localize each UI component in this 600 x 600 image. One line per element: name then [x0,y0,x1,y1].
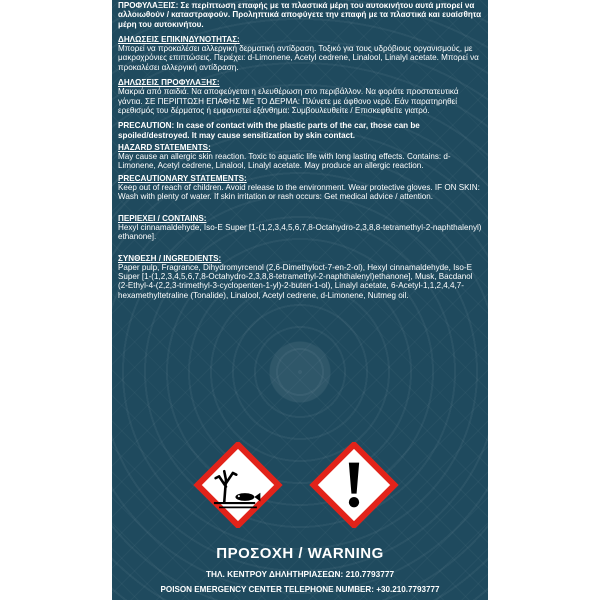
contains-text: Hexyl cinnamaldehyde, Iso-E Super [1-(1,2,3,4,5,6,7,8-Octahydro-2,3,8,8-tetramethyl-2-naphthalenyl) ethanone]. [118,222,482,242]
en-precautionary-text: Keep out of reach of children. Avoid release to the environment. Wear protective gloves. IF ON SKIN: Wash with plenty of water. If skin irritation or rash occurs: Get medical advice / attention. [118,183,480,202]
gr-hazard-heading: ΔΗΛΩΣΕΙΣ ΕΠΙΚΙΝΔΥΝΟΤΗΤΑΣ: [118,34,240,44]
en-hazard-heading: HAZARD STATEMENTS: [118,142,211,152]
en-precautionary-heading: PRECAUTIONARY STATEMENTS: [118,173,247,183]
exclamation-mark-icon [304,442,404,528]
poison-center-phone-en: POISON EMERGENCY CENTER TELEPHONE NUMBER: +30.210.7793777 [160,585,440,594]
gr-precaution-label: ΠΡΟΦΥΛΑΞΕΙΣ: [118,1,179,10]
en-precaution-text: In case of contact with the plastic parts of the car, those can be spoiled/destroyed. It may cause sensitization by skin contact. [118,121,420,140]
en-hazard-text: May cause an allergic skin reaction. Toxic to aquatic life with long lasting effects. Contains: d-Limonene, Acetyl cedrene, Linalool, Linalyl acetate. May produce an allergic reaction. [118,152,451,171]
gr-precaution-block [118,1,482,29]
contains-heading: ΠΕΡΙΕΧΕΙ / CONTAINS: [118,213,207,223]
contains-block [118,214,482,242]
en-precaution-block [118,121,482,140]
label-text-area [118,1,482,300]
poison-center-phone-gr: ΤΗΛ. ΚΕΝΤΡΟΥ ΔΗΛΗΤΗΡΙΑΣΕΩΝ: 210.7793777 [205,569,395,579]
product-label [112,0,488,600]
ingredients-block [118,254,482,300]
ingredients-heading: ΣΥΝΘΕΣΗ / INGREDIENTS: [118,253,222,263]
gr-precautionary-block [118,78,482,115]
ghs-pictograms [188,442,412,528]
en-precautionary-block [118,174,482,202]
gr-hazard-text: Μπορεί να προκαλέσει αλλεργική δερματική αντίδραση. Τοξικό για τους υδρόβιους οργανισμούς, με μακροχρόνιες επιπτώσεις. Περιέχει: d-Limonene, Acetyl cedrene, Linalool, Linalyl acetate. Μπορεί να προκαλέσει αλλεργική αντίδραση. [118,44,479,72]
ingredients-text: Paper pulp, Fragrance, Dihydromyrcenol (2,6-Dimethyloct-7-en-2-ol), Hexyl cinnamaldehyde, Iso-E Super [1-(1,2,3,4,5,6,7,8-Octahydro-2,3,8,8-tetramethyl-2-naphthalenyl)ethanone], Musk, Bacdanol (2-Ethyl-4-(2,2,3-trimethyl-3-cyclopenten-1-yl)-2-buten-1-ol), Linalyl acetate, 6-Acetyl-1,1,2,4,4,7-hexamethyltetraline (Tonalide), Linalool, Acetyl cedrene, d-Limonene, Nutmeg oil. [118,262,473,300]
gr-precautionary-heading: ΔΗΛΩΣΕΙΣ ΠΡΟΦΥΛΑΞΗΣ: [118,78,220,88]
warning-signal-word: ΠΡΟΣΟΧΗ / WARNING [216,545,384,562]
gr-hazard-block [118,35,482,72]
gr-precaution-text: Σε περίπτωση επαφής με τα πλαστικά μέρη του αυτοκινήτου αυτά μπορεί να αλλοιωθούν / καταστραφούν. Προληπτικά αποφύγετε την επαφή με τα πλαστικά και ευαίσθητα μέρη του αυτοκινήτου. [118,1,482,29]
gr-precautionary-text: Μακριά από παιδιά. Να αποφεύγεται η ελευθέρωση στο περιβάλλον. Να φοράτε προστατευτικά γάντια. ΣΕ ΠΕΡΙΠΤΩΣΗ ΕΠΑΦΗΣ ΜΕ ΤΟ ΔΕΡΜΑ: Πλύνετε με άφθονο νερό. Εάν παρατηρηθεί ερεθισμός του δέρματος ή εμφανιστεί εξάνθημα: Συμβουλευθείτε / Επισκεφθείτε γιατρό. [118,87,459,115]
environment-hazard-icon [188,442,288,528]
en-hazard-block [118,143,482,171]
en-precaution-label: PRECAUTION: [118,121,175,131]
